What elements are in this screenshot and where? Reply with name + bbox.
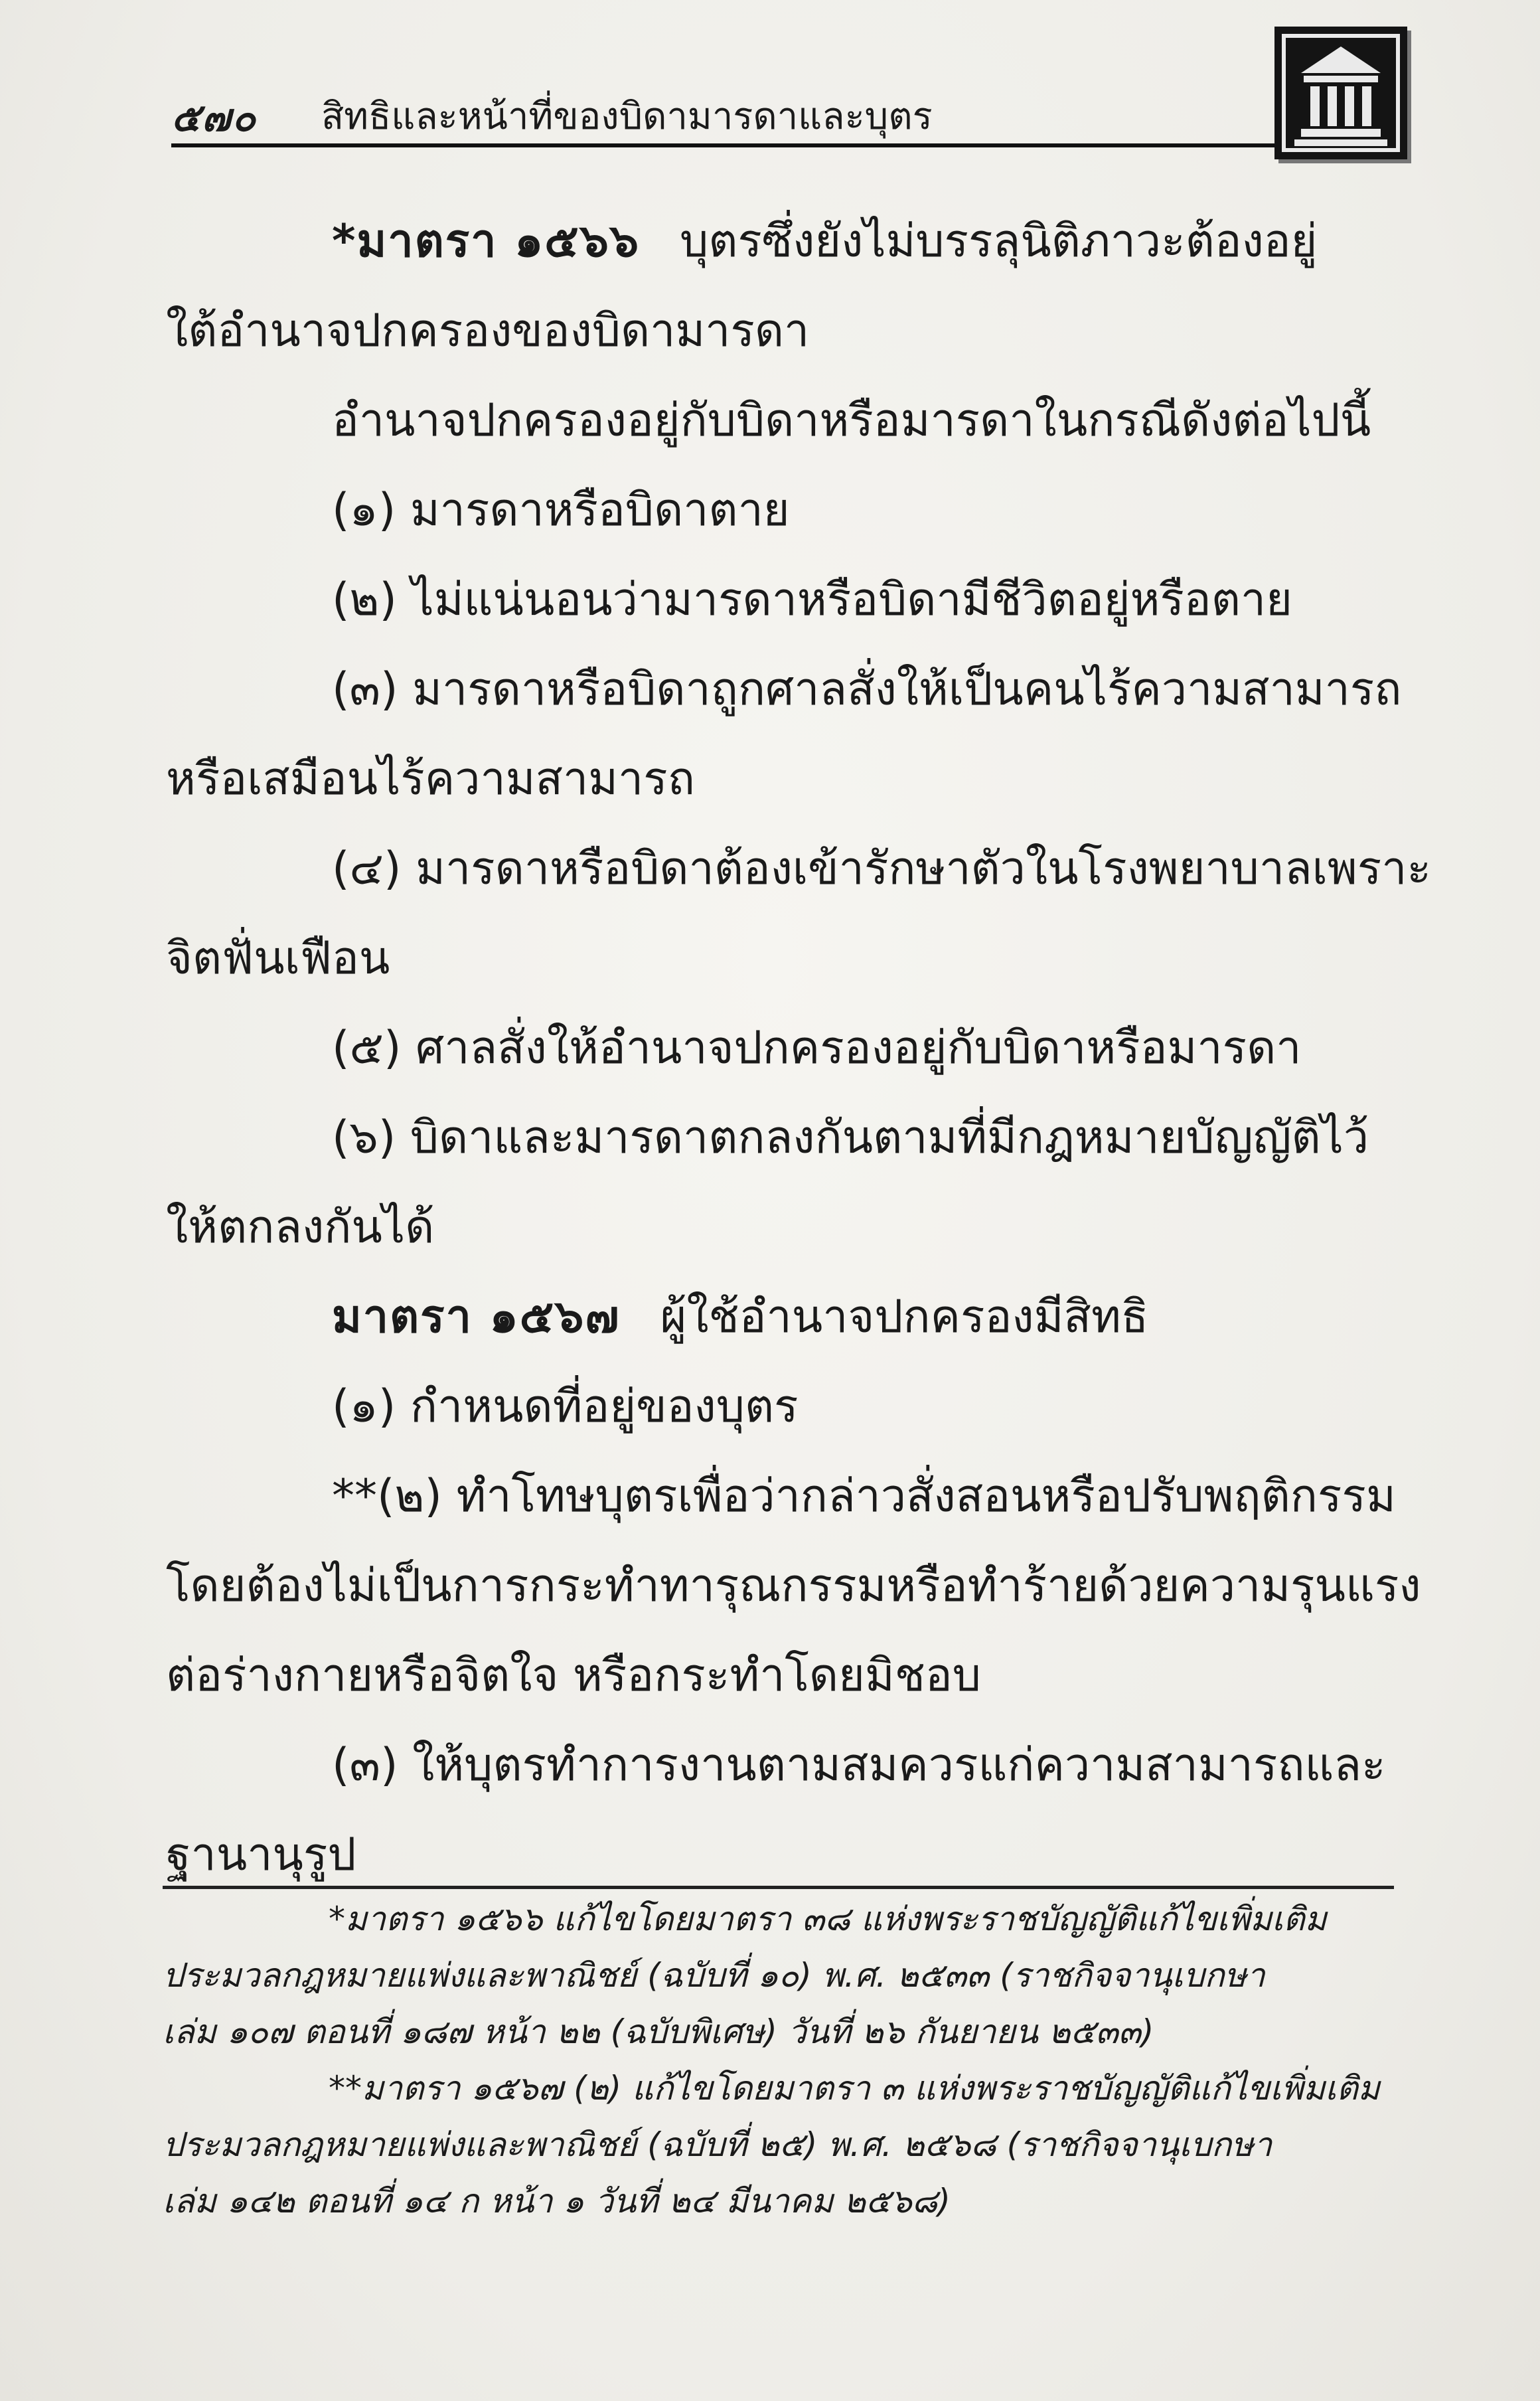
text-line: ฐานานุรูป — [166, 1829, 356, 1881]
footnote-line: เล่ม ๑๔๒ ตอนที่ ๑๔ ก หน้า ๑ วันที่ ๒๔ มีนาคม ๒๕๖๘) — [163, 2182, 951, 2220]
section-1566-heading: *มาตรา ๑๕๖๖ — [332, 215, 641, 268]
list-item: (๑) กำหนดที่อยู่ของบุตร — [332, 1380, 799, 1433]
page-number: ๕๗๐ — [171, 95, 257, 140]
text-line: จิตฟั่นเฟือน — [166, 932, 390, 985]
list-item: (๒) ไม่แน่นอนว่ามารดาหรือบิดามีชีวิตอยู่หรือตาย — [332, 574, 1292, 626]
text-line: ต่อร่างกายหรือจิตใจ หรือกระทำโดยมิชอบ — [166, 1649, 981, 1702]
list-item: (๓) ให้บุตรทำการงานตามสมควรแก่ความสามารถและ — [332, 1739, 1386, 1791]
text-line: ใต้อำนาจปกครองของบิดามารดา — [166, 305, 810, 357]
footnote-line: ประมวลกฎหมายแพ่งและพาณิชย์ (ฉบับที่ ๒๕) พ.ศ. ๒๕๖๘ (ราชกิจจานุเบกษา — [163, 2125, 1272, 2164]
section-1566-text: บุตรซึ่งยังไม่บรรลุนิติภาวะต้องอยู่ — [680, 215, 1318, 268]
footnote-line: ประมวลกฎหมายแพ่งและพาณิชย์ (ฉบับที่ ๑๐) พ.ศ. ๒๕๓๓ (ราชกิจจานุเบกษา — [163, 1956, 1265, 1995]
section-1567-heading: มาตรา ๑๕๖๗ — [332, 1291, 621, 1343]
footnote-line: *มาตรา ๑๕๖๖ แก้ไขโดยมาตรา ๓๘ แห่งพระราชบัญญัติแก้ไขเพิ่มเติม — [329, 1900, 1327, 1938]
text-line: อำนาจปกครองอยู่กับบิดาหรือมารดาในกรณีดังต่อไปนี้ — [332, 394, 1371, 447]
text-line: โดยต้องไม่เป็นการกระทำทารุณกรรมหรือทำร้ายด้วยความรุนแรง — [166, 1560, 1421, 1612]
text-line: ให้ตกลงกันได้ — [166, 1201, 435, 1254]
list-item: (๑) มารดาหรือบิดาตาย — [332, 484, 790, 537]
footnote-divider — [163, 1886, 1394, 1889]
footnote-line: **มาตรา ๑๕๖๗ (๒) แก้ไขโดยมาตรา ๓ แห่งพระราชบัญญัติแก้ไขเพิ่มเติม — [329, 2069, 1380, 2108]
list-item: (๖) บิดาและมารดาตกลงกันตามที่มีกฎหมายบัญญัติไว้ — [332, 1112, 1369, 1164]
list-item: (๔) มารดาหรือบิดาต้องเข้ารักษาตัวในโรงพยาบาลเพราะ — [332, 843, 1431, 895]
section-1566-first-line — [332, 215, 1393, 268]
list-item: (๓) มารดาหรือบิดาถูกศาลสั่งให้เป็นคนไร้ความสามารถ — [332, 663, 1402, 716]
page-header — [171, 80, 1399, 153]
footnote-line: เล่ม ๑๐๗ ตอนที่ ๑๘๗ หน้า ๒๒ (ฉบับพิเศษ) วันที่ ๒๖ กันยายน ๒๕๓๓) — [163, 2013, 1154, 2051]
list-item: **(๒) ทำโทษบุตรเพื่อว่ากล่าวสั่งสอนหรือปรับพฤติกรรม — [332, 1470, 1396, 1523]
section-1567-text: ผู้ใช้อำนาจปกครองมีสิทธิ — [660, 1291, 1149, 1343]
building-crest-icon — [1274, 27, 1407, 159]
section-1567-first-line — [332, 1291, 1393, 1343]
text-line: หรือเสมือนไร้ความสามารถ — [166, 753, 695, 805]
list-item: (๕) ศาลสั่งให้อำนาจปกครองอยู่กับบิดาหรือมารดา — [332, 1022, 1302, 1074]
header-divider — [171, 143, 1387, 147]
running-title: สิทธิและหน้าที่ของบิดามารดาและบุตร — [321, 95, 933, 138]
